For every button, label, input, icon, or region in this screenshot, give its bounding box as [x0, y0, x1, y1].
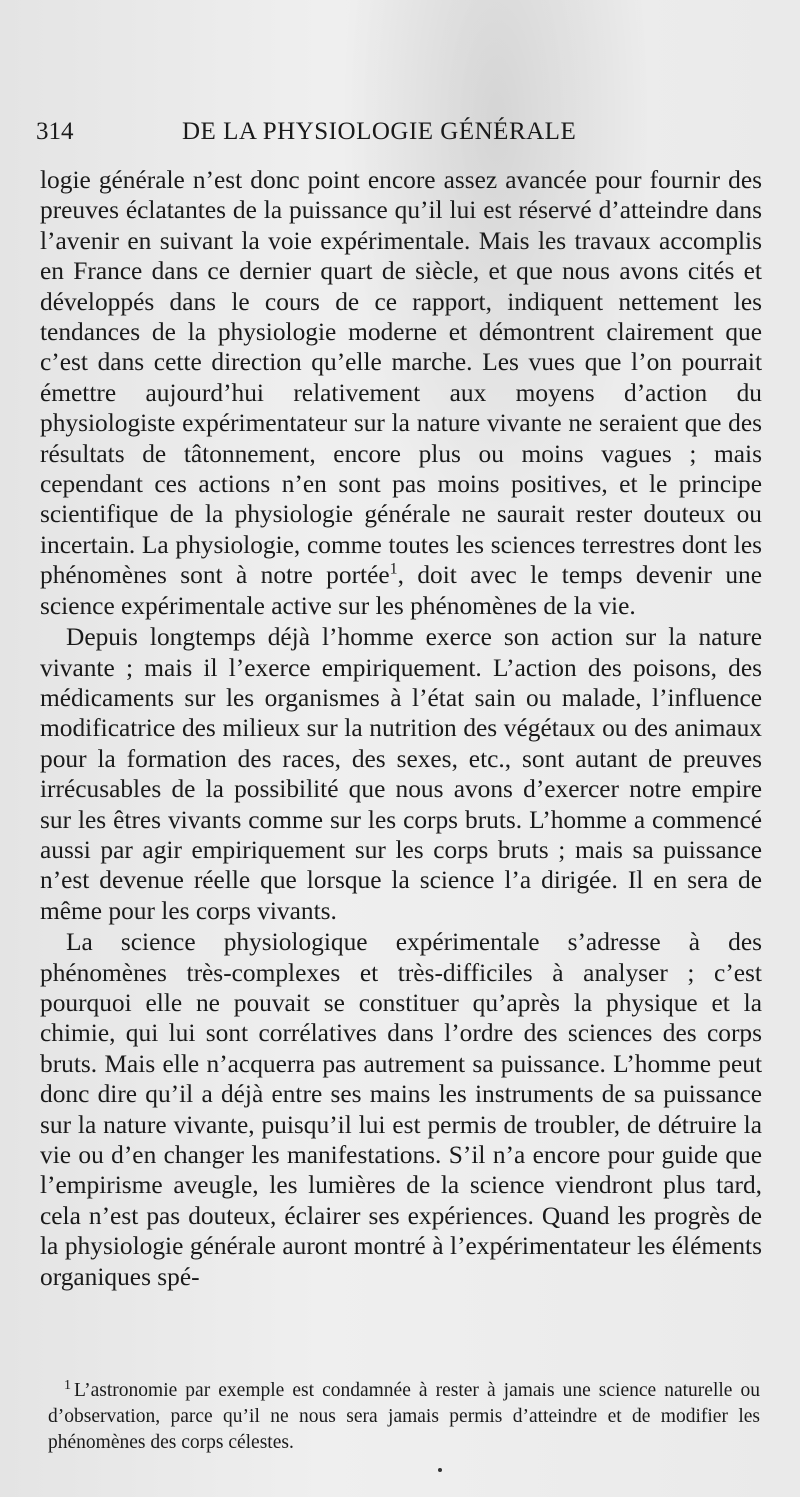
footnote	[48, 1378, 760, 1456]
page-header	[32, 118, 772, 152]
paragraph-2: Depuis longtemps déjà l’homme exerce son action sur la nature vivante ; mais il l’exerce empiriquement. L’action des poisons, des médicaments sur les organismes à l’état sain ou malade, l’influence modificatrice des milieux sur la nutrition des végétaux ou des animaux pour la formation des races, des sexes, etc., sont autant de preuves irrécusables de la possibilité que nous avons d’exercer notre empire sur les êtres vivants comme sur les corps bruts. L’homme a commencé aussi par agir empiriquement sur les corps bruts ; mais sa puissance n’est devenue réelle que lorsque la science l’a dirigée. Il en sera de même pour les corps vivants.	[40, 623, 762, 925]
running-head: DE LA PHYSIOLOGIE GÉNÉRALE	[182, 118, 577, 145]
print-speck	[438, 1468, 442, 1472]
footnote-text: L’astronomie par exemple est condamnée à rester à jamais une science naturelle ou d’observation, parce qu’il ne nous sera jamais permis d’atteindre et de modifier les phénomènes des corps célestes.	[48, 1380, 760, 1453]
paragraph-1	[40, 165, 762, 621]
page-number: 314	[36, 118, 74, 145]
paragraph-1-text: logie générale n’est donc point encore assez avancée pour fournir des preuves éclatantes de la puissance qu’il lui est réservé d’atteindre dans l’avenir en suivant la voie expérimentale. Mais les travaux accomplis en France dans ce dernier quart de siècle, et que nous avons cités et développés dans le cours de ce rapport, indiquent nettement les tendances de la physiologie moderne et démontrent clairement que c’est dans cette direction qu’elle marche. Les vues que l’on pourrait émettre aujourd’hui relativement aux moyens d’action du physiologiste expérimentateur sur la nature vivante ne seraient que des résultats de tâtonnement, encore plus ou moins vagues ; mais cependant ces actions n’en sont pas moins positives, et le principe scientifique de la physiologie générale ne saurait rester douteux ou incertain. La physiologie, comme toutes les sciences terrestres dont les phénomènes sont à notre portée	[40, 166, 762, 590]
paragraph-3: La science physiologique expérimentale s’adresse à des phénomènes très-complexes et très-difficiles à analyser ; c’est pourquoi elle ne pouvait se constituer qu’après la physique et la chimie, qui lui sont corrélatives dans l’ordre des sciences des corps bruts. Mais elle n’acquerra pas autrement sa puissance. L’homme peut donc dire qu’il a déjà entre ses mains les instruments de sa puissance sur la nature vivante, puisqu’il lui est permis de troubler, de détruire la vie ou d’en changer les manifestations. S’il n’a encore pour guide que l’empirisme aveugle, les lumières de la science viendront plus tard, cela n’est pas douteux, éclairer ses expériences. Quand les progrès de la physiologie générale auront montré à l’expérimentateur les éléments organiques spé-	[40, 928, 762, 1291]
footnote-reference: 1	[389, 560, 398, 578]
body-text	[40, 165, 762, 1292]
footnote-mark: 1	[64, 1377, 71, 1393]
paragraph-1-text-end: , doit avec le temps devenir une science expérimentale active sur les phénomènes de la vie.	[40, 561, 762, 620]
